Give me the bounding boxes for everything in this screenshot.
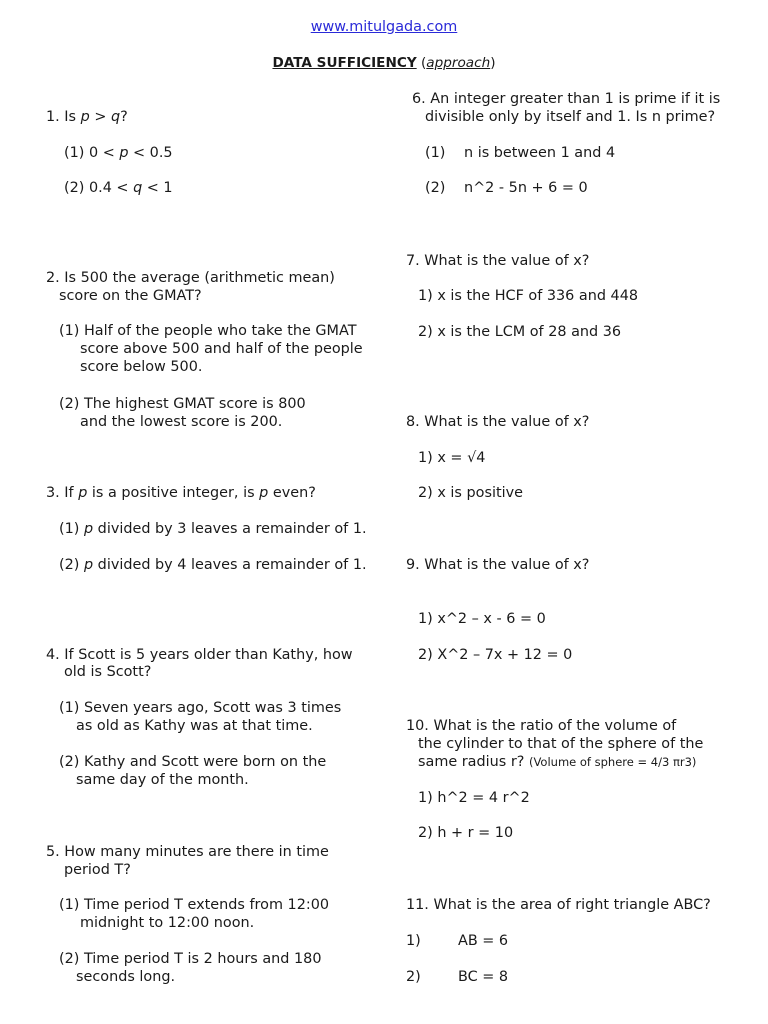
q2-option-2-line1: (2) The highest GMAT score is 800 [59,396,306,412]
q6-question-line1: 6. An integer greater than 1 is prime if it is [412,91,721,107]
q8-option-1: 1) x = √4 [418,450,486,466]
q6-option-2-number: (2) [425,180,446,196]
title-bold: DATA SUFFICIENCY [272,55,417,71]
q2-option-1-line1: (1) Half of the people who take the GMAT [59,323,357,339]
q1-option-1: (1) 0 < p < 0.5 [64,145,173,161]
q11-option-2: BC = 8 [458,969,509,985]
q3-question: 3. If p is a positive integer, is p even? [46,485,316,501]
q10-option-2: 2) h + r = 10 [418,825,514,841]
q5-question-line2: period T? [64,862,131,878]
q5-option-2-line1: (2) Time period T is 2 hours and 180 [59,951,322,967]
q4-question-line2: old is Scott? [64,664,152,680]
q4-option-2-line2: same day of the month. [76,772,249,788]
q7-question: 7. What is the value of x? [406,253,590,269]
q1-question: 1. Is p > q? [46,109,128,125]
q5-question-line1: 5. How many minutes are there in time [46,844,329,860]
q5-option-2-line2: seconds long. [76,969,176,985]
q7-option-1: 1) x is the HCF of 336 and 448 [418,288,639,304]
q11-option-1-number: 1) [406,933,421,949]
q2-option-2-line2: and the lowest score is 200. [80,414,283,430]
q5-option-1-line1: (1) Time period T extends from 12:00 [59,897,330,913]
q7-option-2: 2) x is the LCM of 28 and 36 [418,324,622,340]
sphere-volume-note: (Volume of sphere = 4/3 πr3) [528,755,697,769]
q2-question-line2: score on the GMAT? [59,288,202,304]
q3-option-1: (1) p divided by 3 leaves a remainder of 1. [59,521,367,537]
title-italic: approach [426,55,491,71]
site-url-line [0,18,768,36]
q4-option-2-line1: (2) Kathy and Scott were born on the [59,754,327,770]
q8-option-2: 2) x is positive [418,485,523,501]
q1-option-2: (2) 0.4 < q < 1 [64,180,173,196]
q10-question-line1: 10. What is the ratio of the volume of [406,718,677,734]
q11-option-2-number: 2) [406,969,421,985]
q6-question-line2: divisible only by itself and 1. Is n prime? [425,109,716,125]
q2-option-1-line2: score above 500 and half of the people [80,341,363,357]
q11-option-1: AB = 6 [458,933,509,949]
q5-option-1-line2: midnight to 12:00 noon. [80,915,255,931]
q10-option-1: 1) h^2 = 4 r^2 [418,790,530,806]
site-url-link[interactable]: www.mitulgada.com [310,19,458,35]
q4-option-1-line2: as old as Kathy was at that time. [76,718,313,734]
q3-option-2: (2) p divided by 4 leaves a remainder of 1. [59,557,367,573]
q8-question: 8. What is the value of x? [406,414,590,430]
q9-question: 9. What is the value of x? [406,557,590,573]
q11-question: 11. What is the area of right triangle ABC? [406,897,711,913]
page-title: DATA SUFFICIENCY (approach) [272,55,496,71]
q9-option-1: 1) x^2 – x - 6 = 0 [418,611,546,627]
q6-option-1: n is between 1 and 4 [464,145,616,161]
q6-option-1-number: (1) [425,145,446,161]
q4-question-line1: 4. If Scott is 5 years older than Kathy, how [46,647,353,663]
q6-option-2: n^2 - 5n + 6 = 0 [464,180,588,196]
q10-question-line3: same radius r? (Volume of sphere = 4/3 πr3) [418,754,697,770]
q9-option-2: 2) X^2 – 7x + 12 = 0 [418,647,573,663]
q10-question-line2: the cylinder to that of the sphere of the [418,736,704,752]
q2-option-1-line3: score below 500. [80,359,203,375]
q4-option-1-line1: (1) Seven years ago, Scott was 3 times [59,700,342,716]
q2-question-line1: 2. Is 500 the average (arithmetic mean) [46,270,335,286]
